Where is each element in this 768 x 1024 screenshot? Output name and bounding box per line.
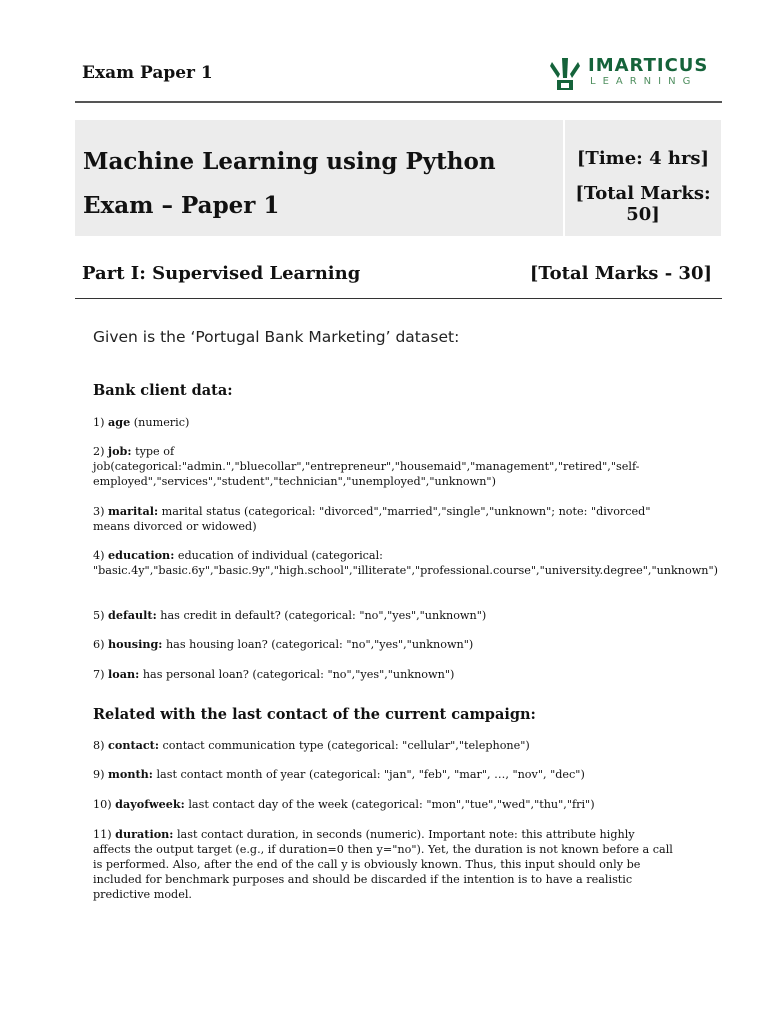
item-name: default:	[108, 608, 157, 622]
item-number: 5)	[93, 609, 109, 622]
list-item-default	[93, 608, 673, 623]
item-name: housing:	[108, 637, 163, 651]
item-name: loan:	[108, 667, 140, 681]
item-description: contact communication type (categorical: "cellular","telephone")	[158, 739, 530, 752]
exam-paper-label: Exam Paper 1	[82, 63, 213, 83]
logo-mark-icon	[548, 56, 582, 92]
item-number: 8)	[93, 739, 109, 752]
item-number: 11)	[93, 828, 116, 841]
part-divider	[75, 298, 722, 299]
item-number: 1)	[93, 416, 109, 429]
item-description: marital status (categorical: "divorced","married","single","unknown"; note: "divorced" means divorced or widowed)	[93, 505, 651, 533]
item-name: month:	[108, 767, 153, 781]
part-marks: [Total Marks - 30]	[529, 263, 712, 284]
item-description: education of individual (categorical: "basic.4y","basic.6y","basic.9y","high.school","illiterate","professional.course","university.degree","unknown")	[93, 549, 719, 577]
item-name: duration:	[115, 827, 174, 841]
item-number: 2)	[93, 445, 109, 458]
list-item-month	[93, 767, 673, 782]
item-number: 3)	[93, 505, 109, 518]
item-name: job:	[108, 444, 132, 458]
item-name: education:	[108, 548, 175, 562]
list-item-housing	[93, 637, 673, 652]
item-description: last contact month of year (categorical: "jan", "feb", "mar", …, "nov", "dec")	[152, 768, 585, 781]
time-allowed: [Time: 4 hrs]	[576, 148, 710, 169]
list-item-age	[93, 415, 673, 430]
item-description: last contact duration, in seconds (numeric). Important note: this attribute highly affects the output target (e.g., if duration=0 then y="no"). Yet, the duration is not known before a call is performed. Also, after the end of the call y is obviously known. Thus, this input should only be included for benchmark purposes and should be discarded if the intention is to have a realistic predictive model.	[93, 828, 673, 901]
list-item-duration	[93, 827, 673, 902]
logo-subtext: LEARNING	[590, 76, 698, 87]
exam-title: Machine Learning using Python	[83, 148, 496, 175]
item-name: age	[108, 415, 131, 429]
item-number: 9)	[93, 768, 109, 781]
item-name: dayofweek:	[115, 797, 185, 811]
list-item-job	[93, 444, 673, 489]
item-number: 6)	[93, 638, 109, 651]
item-number: 10)	[93, 798, 116, 811]
item-number: 7)	[93, 668, 109, 681]
title-box	[75, 120, 721, 236]
total-marks: [Total Marks: 50]	[575, 183, 711, 225]
section-heading-last-contact: Related with the last contact of the current campaign:	[93, 706, 536, 723]
header-divider	[75, 101, 722, 103]
item-description: has personal loan? (categorical: "no","yes","unknown")	[139, 668, 455, 681]
part-title: Part I: Supervised Learning	[82, 263, 361, 284]
exam-subtitle: Exam – Paper 1	[83, 192, 280, 219]
item-description: has credit in default? (categorical: "no","yes","unknown")	[156, 609, 487, 622]
item-name: contact:	[108, 738, 159, 752]
item-description: last contact day of the week (categorical: "mon","tue","wed","thu","fri")	[184, 798, 595, 811]
section-heading-bank-client: Bank client data:	[93, 382, 233, 399]
list-item-contact	[93, 738, 673, 753]
list-item-education	[93, 548, 719, 578]
imarticus-logo	[548, 56, 708, 92]
item-name: marital:	[108, 504, 159, 518]
item-number: 4)	[93, 549, 109, 562]
dataset-intro: Given is the ‘Portugal Bank Marketing’ dataset:	[93, 328, 460, 346]
logo-wordmark: IMARTICUS	[588, 55, 709, 76]
item-description: type of job(categorical:"admin.","bluecollar","entrepreneur","housemaid","management","retired","self-employed","services","student","technician","unemployed","unknown")	[93, 445, 640, 488]
item-description: (numeric)	[130, 416, 190, 429]
item-description: has housing loan? (categorical: "no","yes","unknown")	[162, 638, 474, 651]
list-item-dayofweek	[93, 797, 673, 812]
list-item-loan	[93, 667, 673, 682]
list-item-marital	[93, 504, 673, 534]
